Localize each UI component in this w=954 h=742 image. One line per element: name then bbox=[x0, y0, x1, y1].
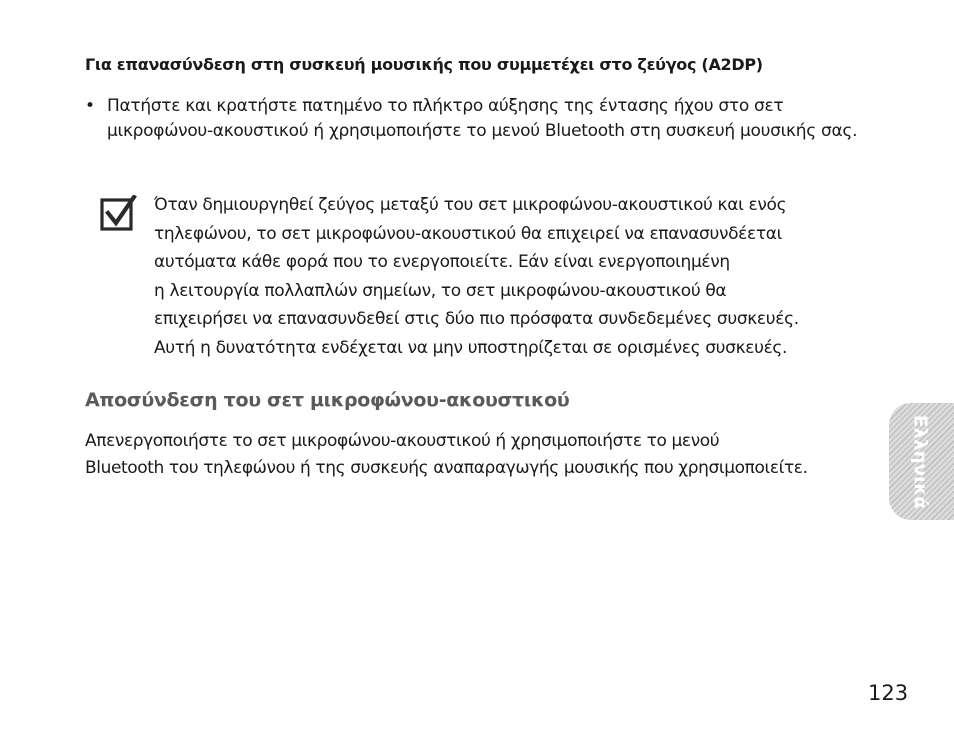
body-line: Bluetooth του τηλεφώνου ή της συσκευής αναπαραγωγής μουσικής που χρησιμοποιείτε. bbox=[85, 458, 808, 478]
page-number: 123 bbox=[868, 681, 909, 705]
note-line: Αυτή η δυνατότητα ενδέχεται να μην υποστηρίζεται σε ορισμένες συσκευές. bbox=[154, 337, 788, 358]
note-line: η λειτουργία πολλαπλών σημείων, το σετ μικροφώνου-ακουστικού θα bbox=[154, 280, 727, 301]
disconnect-section-body bbox=[85, 428, 885, 482]
note-line: Όταν δημιουργηθεί ζεύγος μεταξύ του σετ μικροφώνου-ακουστικού και ενός bbox=[154, 195, 787, 215]
note-line: αυτόματα κάθε φορά που το ενεργοποιείτε. Εάν είναι ενεργοποιημένη bbox=[154, 252, 730, 272]
disconnect-section-title: Αποσύνδεση του σετ μικροφώνου-ακουστικού bbox=[85, 389, 570, 411]
reconnect-heading: Για επανασύνδεση στη συσκευή μουσικής που συμμετέχει στο ζεύγος (A2DP) bbox=[85, 55, 763, 74]
bullet-list-item bbox=[85, 94, 875, 144]
bullet-text: Πατήστε και κρατήστε πατημένο το πλήκτρο αύξησης της έντασης ήχου στο σετ μικροφώνου-ακουστικού ή χρησιμοποιήστε το μενού Bluetooth στη συσκευή μουσικής σας. bbox=[107, 96, 858, 141]
note-line: τηλεφώνου, το σετ μικροφώνου-ακουστικού θα επιχειρεί να επανασυνδέεται bbox=[154, 223, 782, 244]
language-tab-label: Ελληνικά bbox=[909, 415, 931, 509]
checkbox-check-icon bbox=[100, 195, 138, 233]
bullet-marker: • bbox=[85, 96, 95, 116]
note-line: επιχειρήσει να επανασυνδεθεί στις δύο πιο πρόσφατα συνδεδεμένες συσκευές. bbox=[154, 309, 799, 329]
body-line: Απενεργοποιήστε το σετ μικροφώνου-ακουστικού ή χρησιμοποιήστε το μενού bbox=[85, 431, 720, 451]
note-text bbox=[154, 191, 884, 362]
